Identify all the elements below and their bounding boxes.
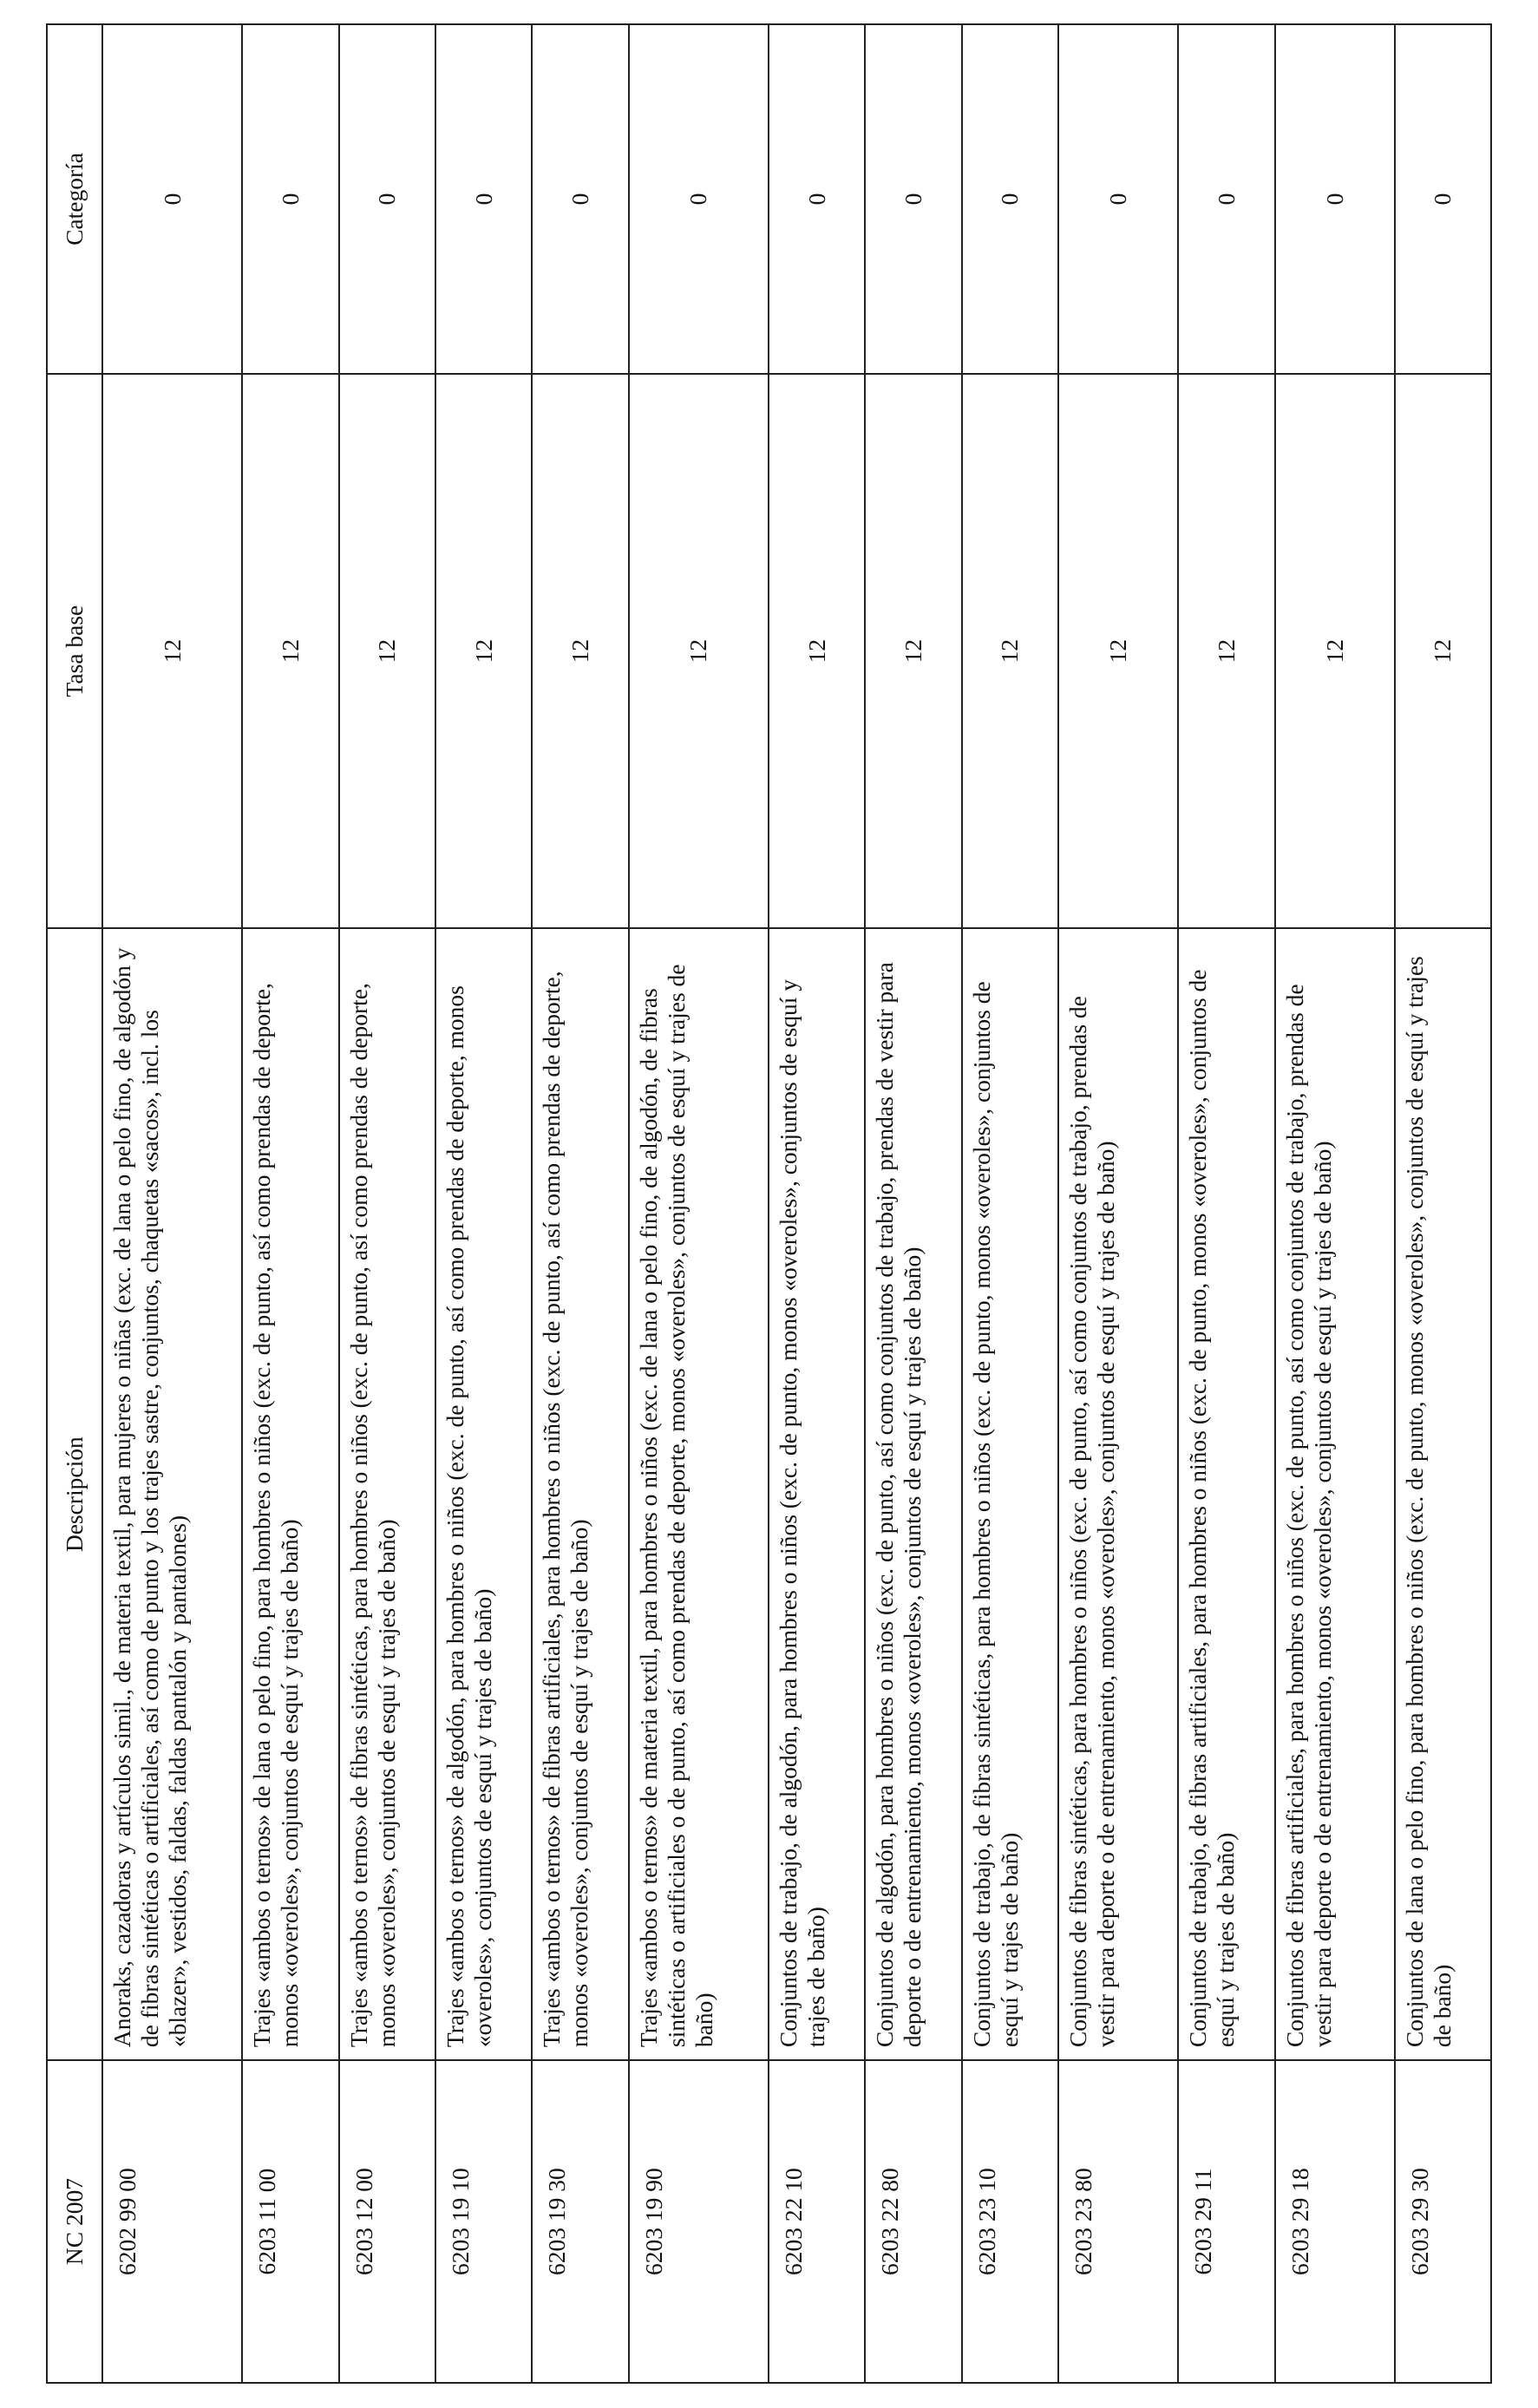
nc-code-cell: 6203 22 80 (865, 2060, 961, 2383)
description-cell: Conjuntos de trabajo, de fibras sintéticas, para hombres o niños (exc. de punto, monos «overoles», conjuntos de esquí y trajes de baño) (962, 928, 1058, 2060)
base-rate-cell: 12 (1058, 374, 1178, 928)
nc-code-cell: 6203 29 18 (1275, 2060, 1395, 2383)
nc-code-cell: 6203 29 30 (1395, 2060, 1491, 2383)
table-row (769, 24, 865, 2383)
table-row (1058, 24, 1178, 2383)
table-row (629, 24, 769, 2383)
description-cell: Trajes «ambos o ternos» de fibras sintéticas, para hombres o niños (exc. de punto, así como prendas de deporte, monos «overoles», conjuntos de esquí y trajes de baño) (339, 928, 435, 2060)
nc-code-cell: 6203 23 80 (1058, 2060, 1178, 2383)
base-rate-cell: 12 (865, 374, 961, 928)
base-rate-cell: 12 (629, 374, 769, 928)
base-rate-cell: 12 (102, 374, 242, 928)
category-cell: 0 (339, 24, 435, 374)
nc-code-cell: 6203 19 10 (435, 2060, 532, 2383)
base-rate-cell: 12 (1275, 374, 1395, 928)
table-row (339, 24, 435, 2383)
description-cell: Anoraks, cazadoras y artículos simil., de materia textil, para mujeres o niñas (exc. de lana o pelo fino, de algodón y de fibras sintéticas o artificiales, así como de punto y los trajes sastre, conjuntos, chaquetas «sacos», incl. los «blazer», vestidos, faldas, faldas pantalón y pantalones) (102, 928, 242, 2060)
description-cell: Conjuntos de trabajo, de fibras artificiales, para hombres o niños (exc. de punto, monos «overoles», conjuntos de esquí y trajes de baño) (1178, 928, 1274, 2060)
header-row (47, 24, 102, 2383)
description-cell: Trajes «ambos o ternos» de algodón, para hombres o niños (exc. de punto, así como prendas de deporte, monos «overoles», conjuntos de esquí y trajes de baño) (435, 928, 532, 2060)
category-cell: 0 (1178, 24, 1274, 374)
tariff-table-container (46, 23, 1492, 2384)
table-row (865, 24, 961, 2383)
nc-code-cell: 6203 12 00 (339, 2060, 435, 2383)
header-description: Descripción (47, 928, 102, 2060)
category-cell: 0 (1395, 24, 1491, 374)
description-cell: Conjuntos de trabajo, de algodón, para hombres o niños (exc. de punto, monos «overoles», conjuntos de esquí y trajes de baño) (769, 928, 865, 2060)
header-nc-2007: NC 2007 (47, 2060, 102, 2383)
table-row (102, 24, 242, 2383)
base-rate-cell: 12 (435, 374, 532, 928)
category-cell: 0 (435, 24, 532, 374)
header-base-rate: Tasa base (47, 374, 102, 928)
category-cell: 0 (629, 24, 769, 374)
base-rate-cell: 12 (1395, 374, 1491, 928)
table-row (1275, 24, 1395, 2383)
base-rate-cell: 12 (242, 374, 338, 928)
base-rate-cell: 12 (1178, 374, 1274, 928)
description-cell: Trajes «ambos o ternos» de fibras artificiales, para hombres o niños (exc. de punto, así como prendas de deporte, monos «overoles», conjuntos de esquí y trajes de baño) (532, 928, 628, 2060)
base-rate-cell: 12 (339, 374, 435, 928)
description-cell: Conjuntos de fibras artificiales, para hombres o niños (exc. de punto, así como conjuntos de trabajo, prendas de vestir para deporte o de entrenamiento, monos «overoles», conjuntos de esquí y trajes de baño) (1275, 928, 1395, 2060)
base-rate-cell: 12 (769, 374, 865, 928)
category-cell: 0 (532, 24, 628, 374)
table-row (242, 24, 338, 2383)
category-cell: 0 (769, 24, 865, 374)
category-cell: 0 (962, 24, 1058, 374)
description-cell: Conjuntos de fibras sintéticas, para hombres o niños (exc. de punto, así como conjuntos de trabajo, prendas de vestir para deporte o de entrenamiento, monos «overoles», conjuntos de esquí y trajes de baño) (1058, 928, 1178, 2060)
category-cell: 0 (865, 24, 961, 374)
table-row (532, 24, 628, 2383)
nc-code-cell: 6203 23 10 (962, 2060, 1058, 2383)
nc-code-cell: 6203 22 10 (769, 2060, 865, 2383)
description-cell: Trajes «ambos o ternos» de lana o pelo fino, para hombres o niños (exc. de punto, así como prendas de deporte, monos «overoles», conjuntos de esquí y trajes de baño) (242, 928, 338, 2060)
base-rate-cell: 12 (962, 374, 1058, 928)
nc-code-cell: 6203 11 00 (242, 2060, 338, 2383)
category-cell: 0 (242, 24, 338, 374)
table-row (435, 24, 532, 2383)
table-row (1395, 24, 1491, 2383)
description-cell: Trajes «ambos o ternos» de materia textil, para hombres o niños (exc. de lana o pelo fino, de algodón, de fibras sintéticas o artificiales o de punto, así como prendas de deporte, monos «overoles», conjuntos de esquí y trajes de baño) (629, 928, 769, 2060)
tariff-table (46, 23, 1492, 2384)
table-row (1178, 24, 1274, 2383)
nc-code-cell: 6202 99 00 (102, 2060, 242, 2383)
nc-code-cell: 6203 19 30 (532, 2060, 628, 2383)
header-category: Categoría (47, 24, 102, 374)
base-rate-cell: 12 (532, 374, 628, 928)
category-cell: 0 (1058, 24, 1178, 374)
nc-code-cell: 6203 29 11 (1178, 2060, 1274, 2383)
table-row (962, 24, 1058, 2383)
category-cell: 0 (102, 24, 242, 374)
description-cell: Conjuntos de algodón, para hombres o niños (exc. de punto, así como conjuntos de trabajo, prendas de vestir para deporte o de entrenamiento, monos «overoles», conjuntos de esquí y trajes de baño) (865, 928, 961, 2060)
category-cell: 0 (1275, 24, 1395, 374)
description-cell: Conjuntos de lana o pelo fino, para hombres o niños (exc. de punto, monos «overoles», conjuntos de esquí y trajes de baño) (1395, 928, 1491, 2060)
nc-code-cell: 6203 19 90 (629, 2060, 769, 2383)
